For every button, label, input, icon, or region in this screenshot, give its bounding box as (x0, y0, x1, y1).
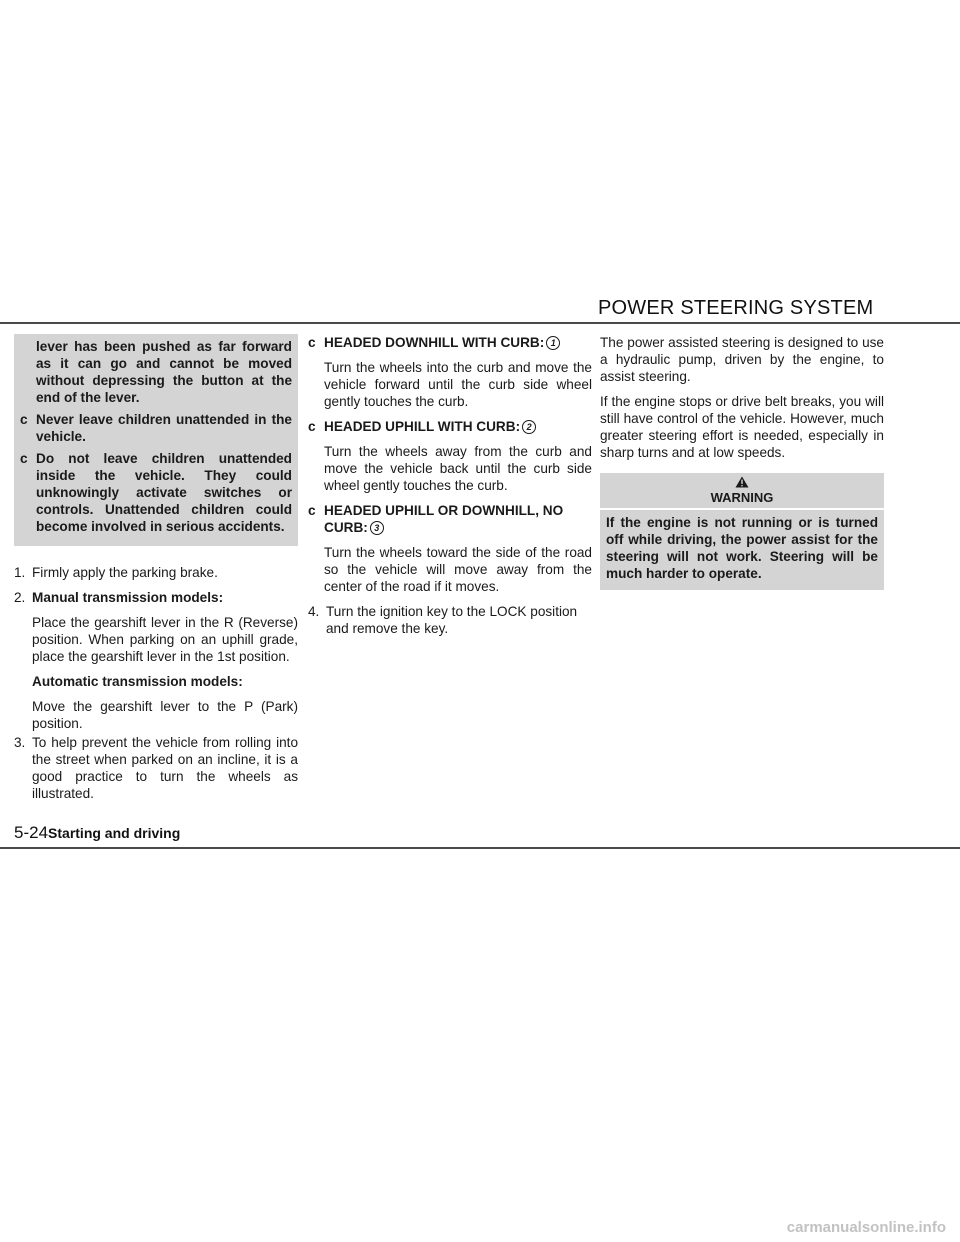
step-number: 4. (308, 604, 320, 619)
step-number: 2. (14, 590, 26, 605)
callout-number-icon: 3 (370, 521, 384, 535)
curb-item-heading (308, 502, 592, 536)
chapter-title: Starting and driving (48, 825, 181, 841)
step-text: Turn the ignition key to the LOCK position and remove the key. (326, 604, 578, 636)
warning-header (600, 473, 884, 510)
bullet-mark: c (308, 503, 316, 518)
step-text: Firmly apply the parking brake. (32, 565, 218, 580)
warning-bullet (20, 450, 292, 535)
step-number: 3. (14, 735, 26, 750)
warning-text: If the engine is not running or is turned off while driving, the power assist for the steering will not work. Steering will be much harder to operate. (600, 510, 884, 590)
curb-item-text: Turn the wheels toward the side of the road so the vehicle will move away from the center of the road if it moves. (324, 545, 592, 594)
paragraph: If the engine stops or drive belt breaks, you will still have control of the vehicle. However, much greater steering effort is needed, especially in sharp turns and at low speeds. (600, 394, 884, 460)
section-title: POWER STEERING SYSTEM (598, 297, 874, 319)
column-left (14, 334, 298, 802)
paragraph: The power assisted steering is designed to use a hydraulic pump, driven by the engine, to assist steering. (600, 335, 884, 384)
step-2 (14, 589, 298, 606)
step-heading: Automatic transmission models: (32, 674, 243, 689)
column-right (600, 334, 884, 590)
curb-item-text: Turn the wheels into the curb and move the vehicle forward until the curb side wheel gently touches the curb. (324, 360, 592, 409)
callout-number-icon: 2 (522, 420, 536, 434)
warning-continuation-box (14, 334, 298, 546)
bullet-mark: c (20, 412, 28, 427)
warning-continued-text: lever has been pushed as far forward as it can go and cannot be moved without depressing the button at the end of the lever. (36, 339, 292, 405)
bullet-mark: c (20, 451, 28, 466)
curb-item-heading (308, 334, 592, 351)
heading-text: HEADED UPHILL WITH CURB: (324, 419, 521, 434)
page-footer (14, 823, 180, 843)
step-3 (14, 734, 298, 802)
watermark: carmanualsonline.info (786, 1219, 946, 1236)
step-text: Place the gearshift lever in the R (Reverse) position. When parking on an uphill grade, place the gearshift lever in the 1st position. (32, 615, 298, 664)
column-middle (308, 334, 592, 637)
heading-text: HEADED UPHILL OR DOWNHILL, NO CURB: (324, 503, 564, 535)
top-divider (0, 322, 960, 324)
step-1 (14, 564, 298, 581)
warning-bullet (20, 411, 292, 445)
step-number: 1. (14, 565, 26, 580)
warning-title: WARNING (710, 490, 774, 505)
bullet-mark: c (308, 419, 316, 434)
curb-item-text: Turn the wheels away from the curb and move the vehicle back until the curb side wheel gently touches the curb. (324, 444, 592, 493)
bullet-mark: c (308, 335, 316, 350)
curb-item-heading (308, 418, 592, 435)
warning-triangle-icon (735, 476, 749, 488)
page-number: 5-24 (14, 823, 49, 842)
warning-bullet-text: Never leave children unattended in the vehicle. (36, 412, 292, 444)
step-4 (308, 603, 592, 637)
step-heading: Manual transmission models: (32, 590, 224, 605)
step-text: To help prevent the vehicle from rolling into the street when parked on an incline, it is a good practice to turn the wheels as illustrated. (32, 735, 298, 801)
callout-number-icon: 1 (546, 336, 560, 350)
bottom-divider (0, 847, 960, 849)
heading-text: HEADED DOWNHILL WITH CURB: (324, 335, 545, 350)
warning-bullet-text: Do not leave children unattended inside the vehicle. They could unknowingly activate switches or controls. Unattended children could become involved in serious accidents. (36, 451, 292, 534)
step-text: Move the gearshift lever to the P (Park) position. (32, 699, 298, 731)
